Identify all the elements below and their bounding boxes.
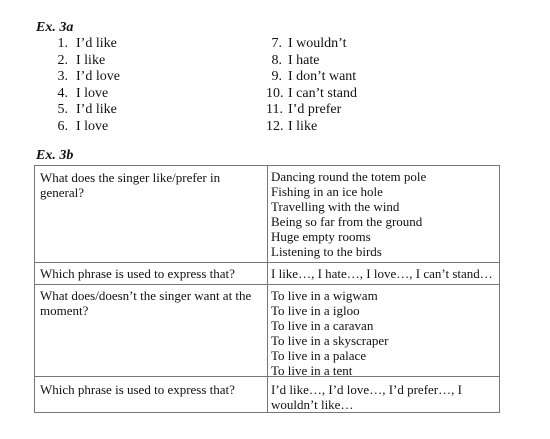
exercise-3a-list-left (50, 36, 120, 135)
item-text: I’d love (76, 69, 120, 84)
list-item (50, 102, 117, 119)
answer-line: Dancing round the totem pole (271, 169, 427, 184)
list-item (266, 102, 342, 119)
answer-line: I like…, I hate…, I love…, I can’t stand… (271, 266, 493, 281)
list-item (266, 118, 318, 136)
exercise-3b-table (34, 165, 500, 413)
list-item (266, 85, 357, 103)
list-item (50, 69, 120, 86)
question-line: What does the singer like/prefer in (40, 170, 221, 185)
list-item (50, 85, 109, 103)
exercise-3a-heading: Ex. 3a (36, 20, 74, 35)
item-text: I wouldn’t (288, 36, 347, 51)
item-text: I hate (288, 52, 320, 68)
answer-line: To live in a palace (271, 348, 367, 363)
answer-line: To live in a tent (271, 363, 353, 378)
item-text: I like (76, 52, 106, 68)
row-divider (35, 262, 499, 263)
table-row-2-question (40, 266, 235, 281)
answer-line: To live in a wigwam (271, 288, 378, 303)
table-row-3-answer (271, 288, 389, 378)
item-number: 5. (57, 102, 68, 117)
item-number: 11. (266, 102, 283, 117)
item-text: I love (76, 85, 109, 101)
item-number: 12. (266, 118, 284, 134)
table-row-1-question (40, 170, 220, 200)
item-text: I’d like (76, 36, 117, 51)
item-number: 6. (57, 118, 68, 134)
exercise-3a-list-right (266, 36, 357, 135)
item-text: I’d prefer (288, 102, 342, 117)
answer-line: Listening to the birds (271, 244, 382, 259)
item-number: 7. (271, 36, 282, 51)
table-row-4-question (40, 382, 235, 397)
item-text: I don’t want (288, 69, 357, 84)
table-row-1-answer (271, 169, 426, 259)
question-line: What does/doesn’t the singer want at the (40, 288, 252, 303)
table-row-3-question (40, 288, 251, 318)
answer-line: Huge empty rooms (271, 229, 371, 244)
answer-line: Fishing in an ice hole (271, 184, 383, 199)
item-text: I’d like (76, 102, 117, 117)
question-line: moment? (40, 303, 89, 318)
table-row-2-answer (271, 266, 493, 281)
item-text: I can’t stand (288, 85, 357, 101)
answer-line: Travelling with the wind (271, 199, 400, 214)
question-line: Which phrase is used to express that? (40, 382, 235, 397)
answer-line: To live in a igloo (271, 303, 360, 318)
row-divider (35, 284, 499, 285)
answer-line: To live in a caravan (271, 318, 374, 333)
item-number: 9. (271, 69, 282, 84)
row-divider (35, 376, 499, 377)
answer-line: Being so far from the ground (271, 214, 423, 229)
list-item (50, 52, 106, 70)
list-item (50, 118, 109, 136)
item-number: 4. (57, 85, 68, 101)
question-line: Which phrase is used to express that? (40, 266, 235, 281)
exercise-3b-heading: Ex. 3b (36, 148, 74, 163)
list-item (50, 36, 117, 53)
table-row-4-answer (271, 382, 462, 412)
item-text: I like (288, 118, 318, 134)
item-number: 2. (57, 52, 68, 68)
answer-line: To live in a skyscraper (271, 333, 389, 348)
list-item (266, 52, 320, 70)
list-item (266, 36, 347, 53)
item-number: 3. (57, 69, 68, 84)
question-line: general? (40, 185, 85, 200)
answer-line: wouldn’t like… (271, 397, 354, 412)
list-item (266, 69, 357, 86)
item-text: I love (76, 118, 109, 134)
answer-line: I’d like…, I’d love…, I’d prefer…, I (271, 382, 462, 397)
item-number: 1. (57, 36, 68, 51)
item-number: 8. (271, 52, 282, 68)
item-number: 10. (266, 85, 284, 101)
